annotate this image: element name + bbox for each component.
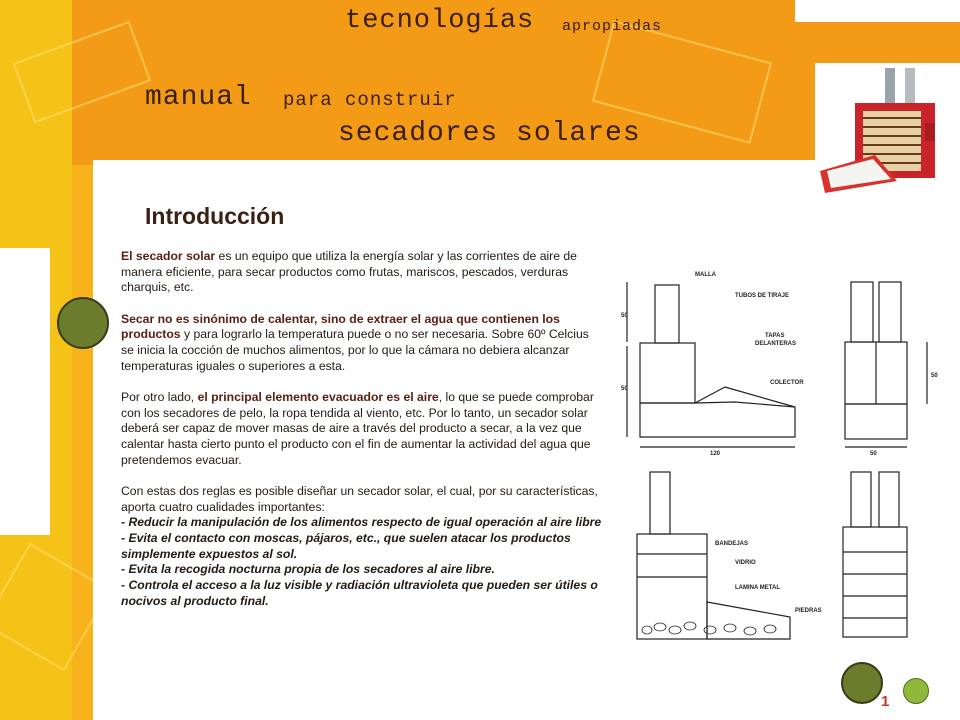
dryer-photo [815, 63, 960, 208]
title-apropiadas: apropiadas [562, 18, 663, 35]
dim-50: 50 [621, 386, 628, 392]
p3-bold: el principal elemento evacuador es el aire [197, 389, 439, 404]
body-text [121, 249, 602, 610]
label-malla: MALLA [695, 272, 716, 278]
label-bandejas: BANDEJAS [715, 541, 749, 547]
label-tapas: TAPAS [765, 333, 785, 339]
label-delanteras: DELANTERAS [755, 341, 797, 347]
quality-item: - Evita el contacto con moscas, pájaros, etc., que suelen atacar los productos simplemente expuestos al sol. [121, 531, 571, 561]
front-collector [845, 404, 907, 439]
quality-item: - Evita la recogida nocturna propia de los secadores al aire libre. [121, 562, 495, 577]
section-chimney [650, 472, 670, 534]
p1-text: es un equipo que utiliza la energía solar y las corrientes de aire de manera eficiente, para secar productos como frutas, mariscos, pescados, verduras charquis, etc. [121, 249, 577, 295]
title-tecnologias: tecnologías [345, 6, 535, 36]
dim-50: 50 [870, 451, 877, 457]
p2-bold: Secar no es sinónimo de calentar, sino de extraer el agua que contienen los productos [121, 311, 560, 342]
page-heading: Introducción [145, 203, 285, 229]
dim-50: 50 [931, 373, 938, 379]
page-number: 1 [881, 693, 890, 710]
label-tubos: TUBOS DE TIRAJE [735, 293, 790, 299]
section-front-chimney-right [879, 472, 899, 527]
label-lamina: LAMINA METAL [735, 585, 780, 591]
paragraph-1 [121, 249, 602, 296]
label-vidrio: VIDRIO [735, 560, 756, 566]
title-para-construir: para construir [283, 89, 457, 111]
decorative-olive-circle [841, 662, 883, 704]
section-collector [707, 602, 790, 639]
left-white-tab [0, 248, 50, 535]
solar-dryer-photo [815, 63, 960, 208]
dim-50: 50 [621, 313, 628, 319]
front-chimney-right [879, 282, 901, 342]
p2-text: y para lograrlo la temperatura puede o no ser necesaria. Sobre 60º Celcius se inicia la cocción de muchos alimentos, por lo que la cámara no debiera alcanzar temperaturas iguales o superiores a esta. [121, 327, 589, 373]
title-secadores-solares: secadores solares [338, 118, 641, 149]
side-chamber [640, 343, 695, 403]
p1-bold: El secador solar [121, 249, 216, 263]
top-right-white-corner [795, 0, 960, 22]
quality-item: - Reducir la manipulación de los alimentos respecto de igual operación al aire libre [121, 515, 602, 530]
title-manual: manual [145, 82, 252, 113]
paragraph-3 [121, 390, 602, 469]
dim-120: 120 [710, 451, 721, 457]
dryer-diagram [615, 262, 960, 647]
paragraph-2 [121, 312, 602, 375]
paragraph-4: Con estas dos reglas es posible diseñar un secador solar, el cual, por su características, aporta cuatro cualidades importantes: [121, 483, 598, 514]
decorative-green-circle [903, 678, 929, 704]
front-chimney-left [851, 282, 873, 342]
section-chamber [637, 534, 707, 639]
section-front-chimney-left [851, 472, 871, 527]
p3-text: , lo que se puede comprobar con los secadores de pelo, la ropa tendida al viento, etc. Por lo tanto, un secador solar deberá ser capaz de mover masas de aire a través del producto a secar, a la vez que calentar hasta cierto punto el producto con el fin de aumentar la actividad del agua que pretendemos evacuar. [121, 389, 594, 467]
section-front-chamber [843, 527, 907, 637]
decorative-olive-circle [57, 297, 109, 349]
p3-start: Por otro lado, [121, 389, 198, 404]
quality-item: - Controla el acceso a la luz visible y radiación ultravioleta que pueden ser útiles o nocivos al producto final. [121, 578, 598, 608]
side-chimney [655, 285, 679, 343]
label-colector: COLECTOR [770, 380, 804, 386]
side-collector [640, 402, 795, 437]
label-piedras: PIEDRAS [795, 608, 822, 614]
